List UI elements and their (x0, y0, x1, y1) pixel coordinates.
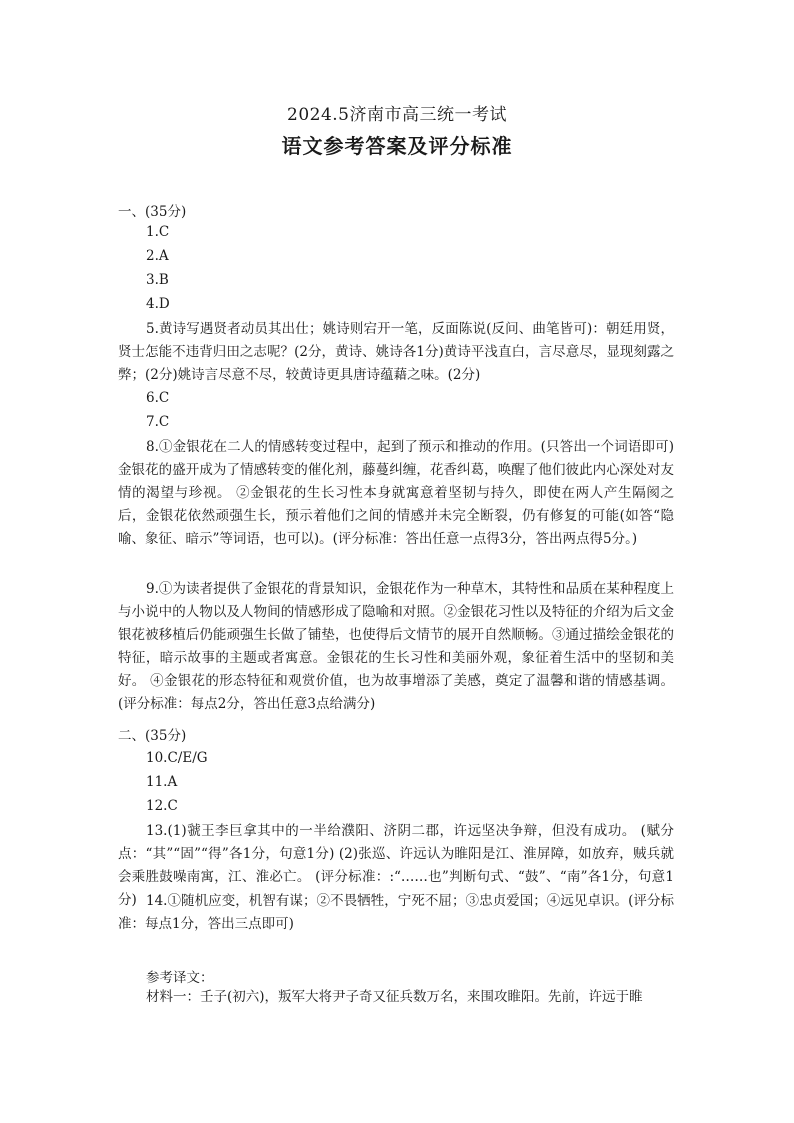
section-2-label: 二、(35分) (118, 728, 187, 744)
reference-translation-label: 参考译文： (146, 970, 214, 986)
answer-5-paragraph: 5.黄诗写遇贤者动员其出仕；姚诗则宕开一笔，反面陈说(反问、曲笔皆可)：朝廷用贤，贤士怎能不违背归田之志呢？(2分，黄诗、姚诗各1分)黄诗平浅直白，言尽意尽，显现刻露之弊；(2分)姚诗言尽意不尽，较黄诗更具唐诗蕴藉之味。(2分) (118, 321, 674, 383)
answer-7: 7.C (146, 414, 170, 430)
answer-6: 6.C (146, 390, 170, 406)
answer-2: 2.A (146, 248, 169, 264)
answer-9-paragraph: 9.①为读者提供了金银花的背景知识，金银花作为一种草木，其特性和品质在某种程度上与小说中的人物以及人物间的情感形成了隐喻和对照。②金银花习性以及特征的介绍为后文金银花被移植后仍能顽强生长做了铺垫，也使得后文情节的展开自然顺畅。③通过描绘金银花的特征，暗示故事的主题或者寓意。金银花的生长习性和美丽外观，象征着生活中的坚韧和美好。 ④金银花的形态特征和观赏价值，也为故事增添了美感，奠定了温馨和谐的情感基调。 (评分标准：每点2分，答出任意3点给满分) (118, 581, 674, 712)
answer-11: 11.A (146, 774, 178, 790)
answer-3: 3.B (146, 272, 169, 288)
answer-10: 10.C/E/G (146, 750, 208, 766)
answer-13-paragraph: 13.(1)虢王李巨拿其中的一半给濮阳、济阴二郡，许远坚决争辩，但没有成功。 (赋分点：“其”“固”“得”各1分，句意1分) (2)张巡、许远认为睢阳是江、淮屏障，如放弃，贼兵就会乘胜鼓噪南寓，江、淮必亡。 (评分标准：:“……也”判断句式、“鼓”、“南”各1分，句意1分) (118, 823, 674, 908)
answer-1: 1.C (146, 224, 170, 240)
answer-14-paragraph: 14.①随机应变，机智有谋；②不畏牺牲，宁死不屈；③忠贞爱国；④远见卓识。(评分标准：每点1分，答出三点即可) (118, 893, 674, 932)
answer-8-paragraph: 8.①金银花在二人的情感转变过程中，起到了预示和推动的作用。(只答出一个词语即可)金银花的盛开成为了情感转变的催化剂，藤蔓纠缠，花香纠葛，唤醒了他们彼此内心深处对友情的渴望与珍视。 ②金银花的生长习性本身就寓意着坚韧与持久，即使在两人产生隔阂之后，金银花依然顽强生长，预示着他们之间的情感并未完全断裂，仍有修复的可能(如答“隐喻、象征、暗示”等词语，也可以)。(评分标准：答出任意一点得3分，答出两点得5分。) (118, 439, 674, 547)
exam-title: 2024.5济南市高三统一考试 (287, 105, 507, 125)
answer-4: 4.D (146, 296, 170, 312)
section-1-label: 一、(35分) (118, 204, 187, 220)
reference-translation-text: 材料一：壬子(初六)，叛军大将尹子奇又征兵数万名，来围攻睢阳。先前，许远于睢 (146, 989, 643, 1005)
answer-12: 12.C (146, 798, 178, 814)
document-subtitle: 语文参考答案及评分标准 (281, 134, 513, 158)
